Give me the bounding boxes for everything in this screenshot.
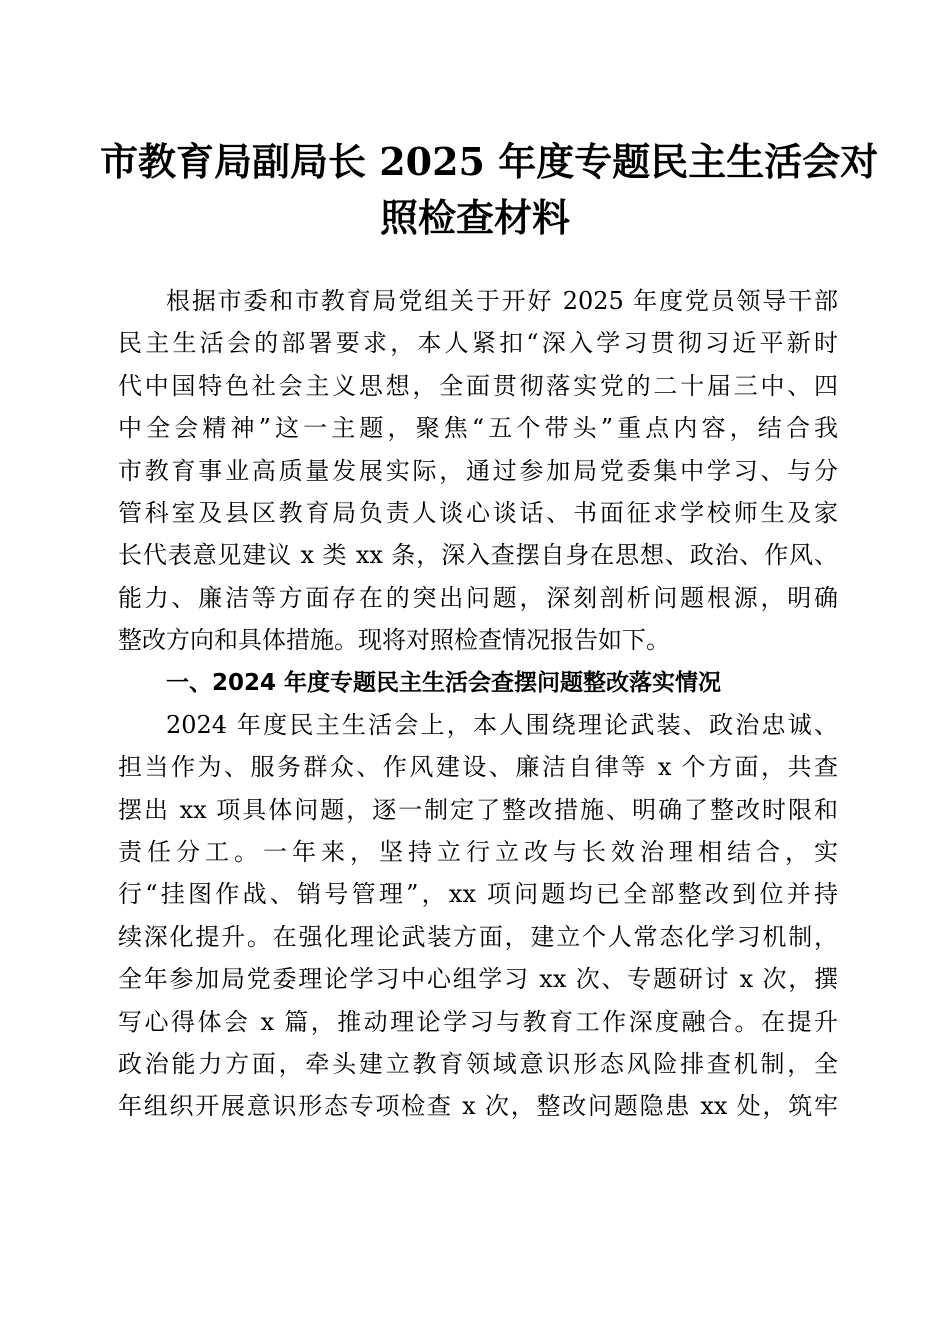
document-body <box>118 280 838 1128</box>
paragraph-line: 担当作为、服务群众、作风建设、廉洁自律等 x 个方面，共查 <box>118 753 838 782</box>
paragraph-line: 摆出 xx 项具体问题，逐一制定了整改措施、明确了整改时限和 <box>118 795 838 824</box>
paragraph-line: 市教育事业高质量发展实际，通过参加局党委集中学习、与分 <box>118 456 838 485</box>
paragraph-line: 根据市委和市教育局党组关于开好 2025 年度党员领导干部 <box>166 287 838 315</box>
paragraph-line: 续深化提升。在强化理论武装方面，建立个人常态化学习机制， <box>118 922 838 951</box>
title-line: 照检查材料 <box>379 195 570 240</box>
paragraph-line: 代中国特色社会主义思想，全面贯彻落实党的二十届三中、四 <box>118 371 838 400</box>
paragraph-line: 长代表意见建议 x 类 xx 条，深入查摆自身在思想、政治、作风、 <box>118 541 838 570</box>
paragraph-line: 年组织开展意识形态专项检查 x 次，整改问题隐患 xx 处，筑牢 <box>118 1092 838 1121</box>
paragraph-line: 行“挂图作战、销号管理”，xx 项问题均已全部整改到位并持 <box>118 880 838 909</box>
paragraph-line: 整改方向和具体措施。现将对照检查情况报告如下。 <box>118 626 670 655</box>
paragraph-line: 民主生活会的部署要求，本人紧扣“深入学习贯彻习近平新时 <box>118 329 838 358</box>
paragraph-line: 写心得体会 x 篇，推动理论学习与教育工作深度融合。在提升 <box>118 1007 838 1036</box>
section-paragraph <box>118 704 838 1128</box>
paragraph-line: 政治能力方面，牵头建立教育领域意识形态风险排查机制，全 <box>118 1050 838 1079</box>
paragraph-line: 中全会精神”这一主题，聚焦“五个带头”重点内容，结合我 <box>118 414 838 443</box>
paragraph-line: 责任分工。一年来，坚持立行立改与长效治理相结合，实 <box>118 838 838 867</box>
intro-paragraph <box>118 280 838 662</box>
paragraph-line: 全年参加局党委理论学习中心组学习 xx 次、专题研讨 x 次，撰 <box>118 965 838 994</box>
section-heading: 一、2024 年度专题民主生活会查摆问题整改落实情况 <box>166 669 722 696</box>
paragraph-line: 能力、廉洁等方面存在的突出问题，深刻剖析问题根源，明确 <box>118 583 838 612</box>
document-title <box>100 134 879 246</box>
paragraph-line: 2024 年度民主生活会上，本人围绕理论武装、政治忠诚、 <box>166 710 838 739</box>
paragraph-line: 管科室及县区教育局负责人谈心谈话、书面征求学校师生及家 <box>118 498 838 527</box>
title-line: 市教育局副局长 2025 年度专题民主生活会对 <box>100 139 879 184</box>
